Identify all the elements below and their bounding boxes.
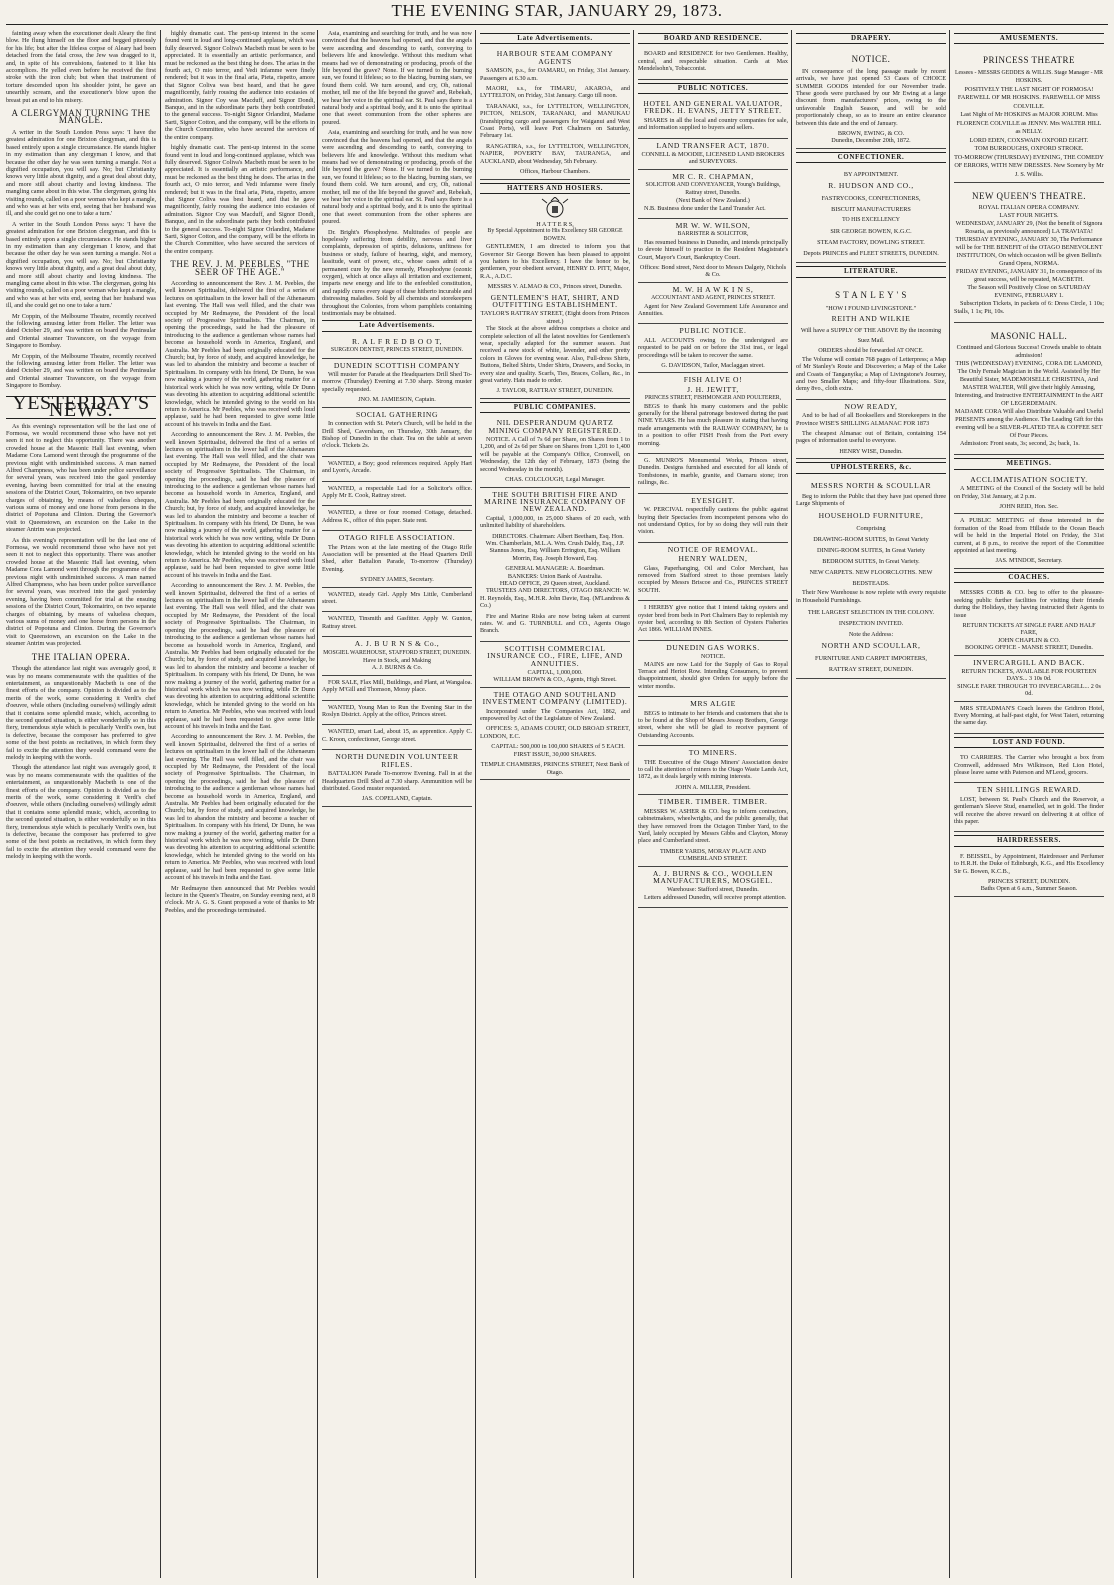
ad-body: LOST, between St. Paul's Church and the Reservoir, a gentleman's Sleeve Stud, enamelled, set in gold. The finder will receive the above reward on delivering it at office of this paper. (954, 795, 1104, 826)
ad-line: THIS (WEDNESDAY) EVENING, CORA DE LAMOND, (955, 360, 1103, 368)
ad-line: Offices: Bond street, Next door to Messrs Dalgety, Nichols & Co. (639, 263, 787, 279)
ad-line: Warehouse: Stafford street, Dunedin. (667, 886, 759, 894)
article-headline: A CLERGYMAN TURNING THE MANGLE. (11, 108, 151, 126)
ad-title: MASONIC HALL. (990, 331, 1068, 342)
ad-body: FOR SALE, Flax Mill, Buildings, and Plant, at Wangaloa. Apply M'Gill and Thomson, Moray place. (322, 678, 472, 694)
column-2 (165, 30, 315, 1578)
ad-body: WANTED, steady Girl. Apply Mrs Little, Cumberland street. (322, 590, 472, 605)
column-5 (638, 30, 788, 1578)
advertisement (480, 688, 630, 780)
ad-signature: Offices, Harbour Chambers. (520, 168, 590, 176)
ad-line: WEDNESDAY, JANUARY 29, (Not the benefit of Signora Rosaria, as previously announced) LA TRAVIATA! (955, 220, 1103, 236)
article-body: Mr Redmayne then announced that Mr Peebles would lecture in the Queen's Theatre, on Sunday evening next, at 8 o'clock. Mr A. G. S. Grant proposed a vote of thanks to Mr Peebles, and the proceedings terminated. (165, 884, 315, 914)
ad-body: Will muster for Parade at the Headquarters Drill Shed To-morrow (Thursday) Evening at 7.30 sharp. Strong muster specially requested. (322, 371, 472, 393)
ad-line: Note the Address: (848, 631, 894, 639)
ad-signature: JOHN A. MILLER, President. (675, 783, 751, 791)
advertisement (638, 170, 788, 219)
ad-body: BATTALION Parade To-morrow Evening. Fall in at the Headquarters Drill Shed at 7.30 sharp. Ammunition will be distributed. Good muster requested. (322, 770, 472, 792)
section-banner: PUBLIC NOTICES. (638, 83, 788, 94)
ad-line: BISCUIT MANUFACTURERS (831, 206, 911, 214)
advertisement (954, 656, 1104, 702)
ad-line: TOM BURROUGHS, OXFORD STROKE. (974, 145, 1084, 153)
section-banner: DRAPERY. (796, 33, 946, 44)
section-banner: COACHES. (954, 572, 1104, 583)
ad-subtitle: BARRISTER & SOLICITOR, (677, 231, 749, 238)
ad-body: WANTED, smart Lad, about 15, as apprentice. Apply C. C. Kroon, confectioner, George street. (322, 728, 472, 743)
ad-signature: TEMPLE CHAMBERS, PRINCES STREET, Next Bank of Otago. (480, 761, 630, 776)
ad-title: MRS ALGIE (690, 699, 736, 709)
section-banner: MEETINGS. (954, 458, 1104, 469)
ad-title: S T A N L E Y ' S (835, 289, 907, 300)
section-banner: UPHOLSTERERS, &c. (796, 462, 946, 473)
advertisement (638, 97, 788, 139)
ad-title: SCOTTISH COMMERCIAL INSURANCE CO., FIRE, LIFE, AND ANNUITIES. (487, 643, 623, 668)
ad-line: STEAM FACTORY, DOWLING STREET. (817, 239, 925, 247)
article-body: highly dramatic cast. The pent-up interest in the scene found vent in loud and long-continued applause, which was fully deserved. Signor Coliva's Macbeth must be seen to be appreciated. It is essentially an artistic performance, and must be reckoned as the best thing he does. The arias in the fourth act, O mio terror, and Vedi infamme were finely rendered; but it was in the final aria, Pieta, rispetto, amore that Signor Coliva was best heard, and that he gave magnificently, fairly rousing the audience into ecstasies of admiration. Signor Coy was Macduff, and Signor Dondi, Banquo, and in the subordinate parts they both contributed to the general success. To-night Signor Orlandini, Madame Sarti, Signor Cotton, and the company, will be the efforts in the Church Committee, who have secured the services of the entire company. (165, 144, 315, 255)
advertisement (322, 506, 472, 531)
ad-line: FURNITURE AND CARPET IMPORTERS, (815, 655, 927, 663)
article-body: According to announcement the Rev. J. M. Peebles, the well known Spiritualist, delivered the first of a series of lectures on spiritualism in the lower hall of the Athenaeum last evening. The Hall was well filled, and the chair was occupied by Mr Redmayne, the President of the local society of Progressive Spiritualists. The Chairman, in opening the proceedings, said he had the pleasure of introducing to the audience a gentleman whose names had become as household words in America, England, and Australia. Mr Peebles had been originally educated for the Church; but, by force of study, and acquired knowledge, he was led to abandon the ministry and become a teacher of Spiritualism. In company with his friend, Dr Dunn, he was now making a journey of the world, gathering matter for a historical work which he was now writing, while Dr Dunn was devoting his attention to acquiring additional scientific knowledge, which he intended giving to the world on his return to America. Mr Peebles, who was received with loud applause, said he had been requested to give some little account of his travels in India and the East. (165, 733, 315, 882)
advertisement (954, 702, 1104, 734)
column-6 (796, 30, 946, 1578)
section-banner: LITERATURE. (796, 266, 946, 277)
ad-body: G. MUNRO'S Monumental Works, Princes street, Dunedin. Designs furnished and executed for all kinds of Tombstones, in marble, granite, and Oamaru stone; iron railings, &c. (638, 457, 788, 487)
ad-line: RATTRAY STREET, DUNEDIN. (828, 666, 914, 674)
ad-line: Lessees - MESSRS GEDDES & WILLIS. Stage Manager - MR HOSKINS. (954, 69, 1104, 85)
article-body: A writer in the South London Press says: 'I have the greatest admiration for one Brixton clergyman, and this is based entirely upon a single circumstance. He stands higher in my estimation than any clergyman I know, and that because the other day he was seen turning a mangle. Not a dignified occupation, you will say. No; but Christianity knows very little about dignity, and a great deal about duty, and more still about charity and loving kindness. The mangling came about in this wise. The clergyman, going his visiting rounds, called on a poor woman who kept a mangle, and who was at her wits end, seeing that her husband was ill, and she could get no one to take a turn.' (6, 220, 156, 310)
ad-signature: HENRY WISE, Dunedin. (839, 447, 903, 455)
ad-signature: G. DAVIDSON, Tailor, Maclaggan street. (661, 362, 765, 369)
advertisement (638, 219, 788, 283)
ad-body: RANGATIRA, s.s., for LYTTELTON, WELLINGTON, NAPIER, POVERTY BAY, TAURANGA, and AUCKLAND, about Wednesday, 5th February. (480, 142, 630, 165)
advertisement (322, 359, 472, 408)
ad-title: NEW QUEEN'S THEATRE. (971, 191, 1087, 202)
ad-line: RETURN TICKETS, AVAILABLE FOR FOURTEEN DAYS... 3 10s 0d. (961, 667, 1097, 683)
column-7 (954, 30, 1104, 1578)
advertisement (638, 601, 788, 641)
ad-body: CAPITAL: 500,000 in 100,000 SHARES of 5 EACH. FIRST ISSUE, 30,000 SHARES. (491, 743, 625, 758)
ad-line: BOOKING OFFICE - MANSE STREET, Dunedin. (965, 644, 1093, 652)
ad-body: NOTICE. A Call of 7s 6d per Share, on Shares from 1 to 1,200, and of 2s 6d per Share on Shares from 1,201 to 1,400 will be payable at the Company's Office, Cromwell, on Wednesday, the 12th day of February, 1873 (being the second Wednesday in the month). (480, 436, 630, 473)
ad-line: TIMBER YARDS, MORAY PLACE AND CUMBERLAND STREET. (659, 847, 767, 863)
ad-body: A MEETING of the Council of the Society will be held on Friday, 31st January, at 2 p.m. (954, 485, 1104, 500)
advertisement (322, 612, 472, 637)
advertisement (322, 531, 472, 587)
ad-body: WANTED, a respectable Lad for a Solicitor's office. Apply Mr E. Cook, Rattray street. (322, 484, 472, 499)
ad-title: R. HUDSON AND CO., (828, 181, 914, 191)
ad-subtitle: SOLICITOR AND CONVEYANCER, Young's Buildings, Rattray street, Dunedin. (645, 182, 781, 196)
ad-line: Last Night of Mr HOSKINS as MAJOR JORUM. Miss FLORENCE COLVILLE as JENNY. Mrs WALTER HILL as NELLY. (956, 111, 1102, 136)
ad-subtitle: SURGEON DENTIST, PRINCES STREET, DUNEDIN. (330, 347, 464, 354)
ad-title: HOUSEHOLD FURNITURE, (818, 511, 924, 521)
ad-line: CAPITAL, 1,000,000. (527, 669, 583, 677)
article-headline: THE ITALIAN OPERA. (31, 651, 131, 662)
ad-body: The Volume will contain 768 pages of Letterpress; a Map of Mr Stanley's Route and Discoveries; a Map of the Lake and Coasts of Tanganyika; a Map of Livingstone's Journey, and two Smaller Maps; and fifty-four Illustrations. Size, demy 8vo., cloth extra. (796, 355, 946, 393)
section-banner: BOARD AND RESIDENCE. (638, 33, 788, 44)
advertisement (638, 795, 788, 866)
ad-body: MAORI, s.s., for TIMARU, AKAROA, and LYTTELTON, on Friday, 31st January. Cargo till noon. (480, 85, 630, 100)
advertisement (954, 783, 1104, 832)
advertisement (480, 291, 630, 399)
advertisement (638, 139, 788, 170)
advertisement (480, 642, 630, 688)
ad-title: NORTH DUNEDIN VOLUNTEER RIFLES. (335, 752, 459, 769)
ad-line: TO HIS EXCELLENCY (842, 217, 900, 224)
advertisement (954, 751, 1104, 783)
ad-body: Beg to inform the Public that they have just opened three Large Shipments of (796, 492, 946, 507)
ad-body: GENTLEMEN, I am directed to inform you that Governor Sir George Bowen has been pleased to appoint you hatters to his Excellency. I have the honor to be, gentlemen, your obedient servant, HENRY D. PITT, Major, R.A., A.D.C. (480, 243, 630, 280)
ad-body: Capital, 1,000,000, in 25,000 Shares of 20 each, with unlimited liability of shareholders. (480, 514, 630, 530)
ad-body: Incorporated under The Companies Act, 1862, and empowered by Act of the Legislature of New Zealand. (480, 707, 630, 723)
section-banner: Late Advertisements. (322, 320, 472, 331)
advertisement (322, 588, 472, 613)
ad-title: LAND TRANSFER ACT, 1870. (656, 140, 770, 150)
advertisement (322, 457, 472, 482)
ad-body: Subscription Tickets, in packets of 6: Dress Circle, 1 10s; Stalls, 1 1s; Pit, 10s. (954, 300, 1104, 316)
column-rule (475, 30, 476, 1578)
ad-line: Comprising (856, 525, 886, 533)
column-rule (317, 30, 318, 1578)
advertisement (638, 324, 788, 373)
section-banner: HATTERS AND HOSIERS. (480, 183, 630, 194)
article-body: Dr. Bright's Phosphodyne. Multitudes of people are hopelessly suffering from debility, nervous and liver complaints, depression of spirits, delusions, unfitness for business or study, failure of hearing, sight, and memory, lassitude, want of power, etc., whose cases admit of a permanent cure by the new remedy, Phosphodyne (ozonic oxygen), which at once allays all irritation and excitement, imparts new energy and life to the enfeebled constitution, and rapidly cures every stage of these hitherto incurable and distressing maladies. Sold by all chemists and storekeepers throughout the Colonies, from whom pamphlets containing testimonials may be obtained. (322, 228, 472, 318)
ad-signature: J. TAYLOR, RATTRAY STREET, DUNEDIN. (496, 387, 614, 395)
advertisement (638, 494, 788, 543)
ad-line: TO-MORROW (THURSDAY) EVENING, THE COMEDY OF ERRORS, WITH NEW DRESSES. New Scenery by Mr J. S. Willis. (954, 153, 1104, 178)
ad-body: MRS STEADMAN'S Coach leaves the Gridiron Hotel, Every Morning, at half-past eight, for West Taieri, returning the same day. (954, 704, 1104, 727)
ad-title: THE OTAGO AND SOUTHLAND INVESTMENT COMPANY (LIMITED). (482, 689, 628, 707)
ad-line: FAREWELL OF MR HOSKINS. FAREWELL OF MISS COLVILLE. (957, 94, 1101, 110)
section-banner: PUBLIC COMPANIES. (480, 402, 630, 413)
ad-signature: CHAS. COLCLOUGH, Legal Manager. (505, 476, 605, 484)
ad-line: RETURN TICKETS AT SINGLE FARE AND HALF FARE, (962, 621, 1096, 637)
advertisement (322, 750, 472, 806)
ad-title: R. A L F R E D B O O T, (351, 336, 443, 346)
ad-line: Dunedin, December 20th, 1872. (831, 137, 911, 145)
column-4 (480, 30, 630, 1578)
article-body: A writer in the South London Press says: 'I have the greatest admiration for one Brixton clergyman, and this is based entirely upon a single circumstance. He stands higher in my estimation than any clergyman I know, and that because the other day he was seen turning a mangle. Not a dignified occupation, you will say. No; but Christianity knows very little about dignity, and a great deal about duty, and more still about charity and loving kindness. The mangling came about in this wise. The clergyman, going his visiting rounds, called on a poor woman who kept a mangle, and who was at her wits end, seeing that her husband was ill, and she could get no one to take a turn.' (6, 128, 156, 218)
ad-body: DIRECTORS. Chairman: Albert Beetham, Esq. Hon. Wm. Chamberlain, M.L.A. Wm. Crush Daldy, Esq., J.P. Stannus Jones, Esq. William Errington, Esq. William Morrin, Esq. Joseph Howard, Esq. (485, 532, 625, 562)
ad-line: DINING-ROOM SUITES, In Great Variety (817, 547, 925, 555)
advertisement (480, 416, 630, 487)
ad-signature: BROWN, EWING, & CO. (837, 130, 905, 138)
masthead-rule (6, 24, 1108, 25)
ad-line: Will have a SUPPLY OF THE ABOVE By the incoming Suez Mail. (800, 326, 942, 344)
section-banner: LOST AND FOUND. (954, 737, 1104, 748)
ad-body: WANTED, a three or four roomed Cottage, detached. Address K., office of this paper. State rent. (322, 509, 472, 524)
ad-title: J. H. JEWITT, (687, 384, 739, 394)
ad-body: SAMSON, p.s., for OAMARU, on Friday, 31st January. Passengers at 6.30 a.m. (480, 67, 630, 82)
ad-body: MAINS are now Laid for the Supply of Gas to Royal Terrace and Heriot Row. Intending Consumers, to prevent disappointment, should give Orders for supply before the winter months. (638, 660, 788, 690)
ad-line: LAST FOUR NIGHTS. (999, 212, 1059, 220)
ad-body: Their New Warehouse is now replete with every requisite in Household Furnishings. (796, 589, 946, 604)
advertisement (796, 400, 946, 459)
advertisement (480, 488, 630, 642)
ad-line: (Next Bank of New Zealand.) (676, 197, 750, 205)
ad-body: WANTED, Tinsmith and Gasfitter. Apply W. Gunton, Rattray street. (322, 615, 472, 630)
ad-line: BANKERS: Union Bank of Australia. (507, 572, 603, 580)
ad-subtitle: ACCOUNTANT AND AGENT, PRINCES STREET. (651, 295, 775, 302)
advertisement (954, 323, 1104, 455)
advertisement (322, 701, 472, 726)
ad-title: A. J. B U R N S & Co., (354, 639, 440, 649)
ad-body: OFFICES: 5, ADAMS COURT, OLD BROAD STREET, LONDON, E.C. (480, 725, 630, 740)
column-rule (949, 30, 950, 1578)
ad-signature: JOHN CHAPLIN & CO. (997, 636, 1061, 644)
section-headline: YESTERDAY'S NEWS. (6, 396, 156, 419)
advertisement (322, 676, 472, 701)
ad-body: BEGS to thank his many customers and the public generally for the liberal patronage bestowed during the past NINE YEARS. He has much pleasure in stating that having made arrangements with the RAILWAY COMPANY, he is in a position to offer FISH Fresh from the Port every morning. (638, 402, 788, 447)
ad-line: ORDERS should be forwarded AT ONCE. (818, 346, 924, 354)
ad-title: MR W. W. WILSON, (675, 220, 751, 230)
ad-subtitle: PRINCES STREET, FISHMONGER AND POULTERER, (644, 395, 782, 402)
advertisement (954, 47, 1104, 183)
ad-title: NOTICE. (851, 54, 891, 65)
ad-title: HARBOUR STEAM COMPANY AGENTS (496, 49, 614, 66)
advertisement (638, 697, 788, 746)
advertisement (638, 543, 788, 601)
ad-line: Baths Open at 6 a.m., Summer Season. (980, 885, 1078, 893)
ad-title: INVERCARGILL AND BACK. (973, 657, 1085, 667)
ad-subtitle: NOTICE. (700, 653, 726, 661)
advertisement (638, 47, 788, 79)
ad-title: ACCLIMATISATION SOCIETY. (970, 474, 1088, 484)
advertisement (954, 514, 1104, 568)
ad-body: TARANAKI, s.s., for LYTTELTON, WELLINGTON, PICTON, NELSON, TARANAKI, and MANUKAU (transhipping cargo and passengers for Waiganui and West Coast Ports), will leave Port Chalmers on Saturday, February 1st. (480, 102, 630, 140)
ad-body: Admission: Front seats, 3s; second, 2s; back, 1s. (960, 440, 1080, 448)
ad-title: NORTH AND SCOULLAR, (821, 641, 921, 651)
section-banner: AMUSEMENTS. (954, 33, 1104, 44)
ad-title: DUNEDIN GAS WORKS. (666, 642, 760, 652)
ad-title: MR C. R. CHAPMAN, (672, 171, 754, 181)
ad-line: INSPECTION INVITED. (838, 620, 904, 628)
ad-body: Fire and Marine Risks are now being taken at current rates. W. and G. TURNBULL and CO., Agents Otago Branch. (480, 612, 630, 635)
ad-line: "HOW I FOUND LIVINGSTONE." (825, 304, 917, 312)
column-rule (633, 30, 634, 1578)
advertisement (322, 637, 472, 676)
ad-title: MESSRS NORTH & SCOULLAR (810, 480, 932, 490)
ad-title: NOTICE OF REMOVAL. (667, 544, 759, 554)
ad-line: FRIDAY EVENING, JANUARY 31, In consequence of its great success, will be repeated, MACBETH. (956, 268, 1102, 284)
ad-line: LORD EDEN, COXSWAIN OXFORD EIGHT. (969, 136, 1089, 144)
article-body: fainting away when the executioner dealt Aleary the first blow. He flung himself on the floor and begged piteously for his life; but after the lifeless corpse of Aleary had been detached from the fatal cross, the Jew was dragged to it, and, in spite of his convulsions, fastened to it like his accomplices. He yelled even before he received the first stroke with the iron club; but when that instrument of torture descended upon his shoulder joint, he gave an unearthly scream, and the executioner's blow upon the breast put an end to his misery. (6, 30, 156, 104)
ad-title: H A T T E R S, (536, 220, 574, 228)
ad-body: The Prizes won at the late meeting of the Otago Rifle Association will be presented at the Head Quarters Drill Shed, after Battalion Parade, To-morrow (Thursday) Evening. (322, 543, 472, 573)
article-body: Though the attendance last night was averagely good, it was by no means commensurate with the qualities of the entertainment, as unquestionably Macbeth is one of the finest efforts of the company. Opinion is divided as to the merits of the work, some considering it Verdi's chef d'oeuvre, while others (including ourselves) willingly admit that it contains some splendid music, which, according to the second quoted situation, is either wonderfully so in this fiery, tremendous style which is peculiarly Verdi's own, but is defective, because the composer has preferred to give some of the best points as recitatives, in which form they fail to excite the attention they would command were the melody in keeping with the words. (6, 665, 156, 761)
ad-line: THURSDAY EVENING, JANUARY 30, The Performance will be for THE BENEFIT of the OTAGO BENEVOLENT INSTITUTION, On which occasion will be given Bellini's Grand Opera, NORMA. (955, 236, 1103, 268)
ad-signature: JNO. M. JAMIESON, Captain. (358, 396, 436, 404)
ad-title: TEN SHILLINGS REWARD. (976, 785, 1082, 795)
ad-subtitle: TAYLOR'S RATTRAY STREET, (Eight doors from Princes street.) (480, 310, 630, 325)
article-body: According to announcement the Rev. J. M. Peebles, the well known Spiritualist, delivered the first of a series of lectures on spiritualism in the lower hall of the Athenaeum last evening. The Hall was well filled, and the chair was occupied by Mr Redmayne, the President of the local society of Progressive Spiritualists. The Chairman, in opening the proceedings, said he had the pleasure of introducing to the audience a gentleman whose names had become as household words in America, England, and Australia. Mr Peebles had been originally educated for the Church; but, by force of study, and acquired knowledge, he was led to abandon the ministry and become a teacher of Spiritualism. In company with his friend, Dr Dunn, he was now making a journey of the world, gathering matter for a historical work which he was now writing, while Dr Dunn was devoting his attention to acquiring additional scientific knowledge, which he intended giving to the world on his return to America. Mr Peebles, who was received with loud applause, said he had been requested to give some little account of his travels in India and the East. (165, 431, 315, 579)
masthead-title: THE EVENING STAR, JANUARY 29, 1873. (391, 1, 723, 20)
section-banner: CONFECTIONER. (796, 152, 946, 163)
advertisement (638, 641, 788, 697)
ad-line: CONNELL & MOODIE, LICENSED LAND BROKERS and SURVEYORS. (641, 151, 785, 166)
ad-body: SHARES in all the local and country companies for sale, and information supplied to buyers and sellers. (638, 116, 788, 132)
ad-signature: SYDNEY JAMES, Secretary. (360, 576, 434, 584)
ad-title: HOTEL AND GENERAL VALUATOR, FREDK. H. EVANS, JETTY STREET. (643, 99, 783, 116)
ad-signature: JAS. M'INDOE, Secretary. (995, 557, 1063, 565)
ad-title: OTAGO RIFLE ASSOCIATION. (338, 533, 456, 543)
article-headline: THE REV. J. M. PEEBLES, "THE SEER OF THE AGE." (170, 259, 310, 277)
advertisement (796, 47, 946, 148)
advertisement (796, 477, 946, 680)
ad-body: Has resumed business in Dunedin, and intends principally to devote himself to practice in the Resident Magistrate's Court, Mayor's Court, Bankruptcy Court. (638, 238, 788, 261)
ad-line: SIR GEORGE BOWEN, K.G.C. (830, 228, 912, 236)
ad-title: THE SOUTH BRITISH FIRE AND MARINE INSURANCE COMPANY OF NEW ZEALAND. (483, 489, 626, 514)
ad-line: The Only Female Magician in the World. Assisted by Her Beautiful Sister, MADEMOISELLE CHRISTINA, And MASTER WALTER, Will give their highly Amusing, Interesting, and Instructive ENTERTAINMENT In the ART OF LEGERDEMAIN. (954, 368, 1104, 408)
ad-line: GENERAL MANAGER: A. Boardman. (505, 565, 605, 573)
ad-line: BEDROOM SUITES, In Great Variety. (822, 558, 920, 566)
ad-line: DRAWING-ROOM SUITES, In Great Variety (813, 536, 929, 544)
ad-body: ALL ACCOUNTS owing to the undersigned are requested to be paid on or before the 31st inst., or legal proceedings will be taken to recover the same. (638, 336, 788, 359)
article-body: Though the attendance last night was averagely good, it was by no means commensurate with the qualities of the entertainment, as unquestionably Macbeth is one of the finest efforts of the company. Opinion is divided as to the merits of the work, some considering it Verdi's chef d'oeuvre, while others (including ourselves) willingly admit that it contains some splendid music, which, according to the second quoted situation, is either wonderfully so in this fiery, tremendous style which is peculiarly Verdi's own, but is defective, because the composer has preferred to give some of the best points as recitatives, in which form they fail to excite the attention they would command were the melody in keeping with the words. (6, 764, 156, 861)
ad-signature: A. J. BURNS & Co. (371, 664, 423, 672)
column-rule (791, 30, 792, 1578)
ad-title: REITH AND WILKIE (831, 313, 911, 323)
ad-line: PRINCES STREET, DUNEDIN. (987, 878, 1071, 886)
ad-line: MADAME CORA Will also Distribute Valuable and Useful PRESENTS among the Audience. The Leading Gift for this evening will be a SILVER-PLATED TEA & COFFEE SET Of Four Pieces. (954, 408, 1104, 440)
article-body: highly dramatic cast. The pent-up interest in the scene found vent in loud and long-continued applause, which was fully deserved. Signor Coliva's Macbeth must be seen to be appreciated. It is essentially an artistic performance, and must be reckoned as the best thing he does. The arias in the fourth act, O mio terror, and Vedi infamme were finely rendered; but it was in the final aria, Pieta, rispetto, amore that Signor Coliva was best heard, and that he gave magnificently, fairly rousing the audience into ecstasies of admiration. Signor Coy was Macduff, and Signor Dondi, Banquo, and in the subordinate parts they both contributed to the general success. To-night Signor Orlandini, Madame Sarti, Signor Cotton, and the company, will be the efforts in the Church Committee, who have secured the services of the entire company. (165, 30, 315, 141)
ad-body: MESSRS COBB & CO. beg to offer to the pleasure-seeking public further facilities for visiting their friends during the Holidays, they having instructed their Agents to issue (954, 589, 1104, 619)
ad-title: NIL DESPERANDUM QUARTZ MINING COMPANY REGISTERED. (488, 418, 622, 435)
ad-body: THE Executive of the Otago Miners' Association desire to call the attention of miners to the Otago Waste Lands Act, 1872, as it deals largely with mining interests. (638, 758, 788, 781)
ad-title: PRINCESS THEATRE (982, 55, 1076, 66)
ad-body: I HEREBY give notice that I intend taking oysters and oyster bred from beds in Port Chalmers Bay to replenish my oyster bed, according to 8th Section of Oysters Fisheries Act 1866. WILLIAM INNES. (638, 604, 788, 634)
ad-title: DUNEDIN SCOTTISH COMPANY (333, 360, 461, 370)
advertisement (638, 283, 788, 325)
ad-line: FASTRYCOOKS, CONFECTIONERS, (821, 195, 921, 203)
section-banner: Late Advertisements. (480, 33, 630, 44)
ad-title: NOW READY, (844, 401, 898, 411)
advertisement (796, 281, 946, 400)
ad-line: Depots PRINCES and FLEET STREETS, DUNEDIN. (803, 250, 939, 258)
advertisement (480, 47, 630, 179)
column-3 (322, 30, 472, 1578)
ad-line: THE LARGEST SELECTION IN THE COLONY. (807, 609, 935, 617)
ad-body: MESSRS W. ASHER & CO. beg to inform contractors, cabinetmakers, wheelwrights, and the public generally, that they have removed from the Octagon Timber Yard, to the Yard, lately occupied by Messrs Gibbs and Clayton, Moray place and Cumberland street. (638, 807, 788, 845)
ad-line: BY APPOINTMENT. (843, 171, 899, 179)
ad-line: SINGLE FARE THROUGH TO INVERCARGILL... 2 0s 0d. (957, 682, 1101, 698)
column-1 (6, 30, 156, 1578)
ad-body: WANTED, a Boy; good references required. Apply Hart and Lyon's, Arcade. (322, 459, 472, 475)
ad-body: N.B. Business done under the Land Transfer Act. (644, 204, 766, 212)
ad-signature: MESSRS V. ALMAO & CO., Princes street, Dunedin. (487, 283, 623, 291)
ad-body: Glass, Paperhanging, Oil and Color Merchant, has removed from Stafford street to those premises lately occupied by Messrs Briscoe and Co., PRINCES STREET SOUTH. (638, 564, 788, 594)
ad-subtitle: By Special Appointment to His Excellency SIR GEORGE BOWEN. (487, 228, 623, 242)
ad-title: SOCIAL GATHERING (355, 409, 439, 419)
article-body: Mr Coppin, of the Melbourne Theatre, recently received the following amusing letter from Heller. The letter was dated October 29, and was written on board the Peninsular and Oriental steamer Travancore, on the voyage from Singapore to Bombay. (6, 312, 156, 350)
ad-body: Letters addressed Dunedin, will receive prompt attention. (644, 893, 787, 901)
article-body: Mr Coppin, of the Melbourne Theatre, recently received the following amusing letter from Heller. The letter was dated October 29, and was written on board the Peninsular and Oriental steamer Travancore, on the voyage from Singapore to Bombay. (6, 352, 156, 390)
ad-body: IN consequence of the long passage made by recent arrivals, we have just opened 53 Cases of CHOICE SUMMER GOODS intended for our November trade. These goods were purchased by our Mr Ewing at a large discount from manufacturers' prices, owing to the unfavorable English Season, and will be sold proportionately cheap, so as to insure an entire clearance between this date and the end of January. (796, 67, 946, 127)
ad-title: M. W. H A W K I N S, (672, 284, 754, 294)
ad-body: And to be had of all Booksellers and Storekeepers in the Province WISE'S SHILLING ALMANAC FOR 1873 (796, 412, 946, 427)
article-body: According to announcement the Rev. J. M. Peebles, the well known Spiritualist, delivered the first of a series of lectures on spiritualism in the lower hall of the Athenaeum last evening. The Hall was well filled, and the chair was occupied by Mr Redmayne, the President of the local society of Progressive Spiritualists. The Chairman, in opening the proceedings, said he had the pleasure of introducing to the audience a gentleman whose names had become as household words in America, England, and Australia. Mr Peebles had been originally educated for the Church; but, by force of study, and acquired knowledge, he was led to abandon the ministry and become a teacher of Spiritualism. In company with his friend, Dr Dunn, he was now making a journey of the world, gathering matter for a historical work which he was now writing, while Dr Dunn was devoting his attention to acquiring additional scientific knowledge, which he intended giving to the world on his return to America. Mr Peebles, who was received with loud applause, said he had been requested to give some little account of his travels in India and the East. (165, 582, 315, 730)
ad-body: The cheapest Almanac out of Britain, containing 154 pages of information useful to everyone. (796, 429, 946, 445)
ad-subtitle: MOSGIEL WAREHOUSE, STAFFORD STREET, DUNEDIN. (323, 649, 471, 656)
advertisement (638, 746, 788, 795)
ad-line: The Season will Positively Close on SATURDAY EVENING, FEBRUARY 1. (967, 284, 1091, 300)
article-body: As this evening's representation will be the last one of Formosa, we would recommend those who have not yet seen it not to neglect this opportunity. There was another crowded house at the Masonic Hall last evening, when Madame Cora Lamond went through the programme of the previous night with undiminished success. A man named Alfred Champness, who has been under police surveillance for several years, was received into the gaol yesterday evening, having been committed for trial at the ensuing sessions of the District Court, Tokomairiro, on two separate charges of obtaining, by means of valueless cheques, various sums of money and one horse from persons in the district of Popotuna and Clinton. During the Governor's visit to Queenstown, an excursion on the Lake in the steamer Antrim was projected. (6, 422, 156, 534)
ad-signature: JOHN REID, Hon. Sec. (999, 503, 1059, 511)
advertisement (638, 373, 788, 454)
column-rule (160, 30, 161, 1578)
ad-line: NEW CARPETS. NEW FLOORCLOTHS. NEW BEDSTEADS. (809, 569, 933, 588)
ad-line: POSITIVELY THE LAST NIGHT OF FORMOSA! (964, 85, 1094, 93)
advertisement (954, 473, 1104, 515)
ad-title: A. J. BURNS & CO., WOOLLEN MANUFACTURERS, MOSGIEL. (652, 868, 774, 885)
ad-body: BEGS to intimate to her friends and customers that she is to be found at the Shop of Messrs Jessop Brothers, George street, where she will be glad to receive payment of Outstanding Accounts. (638, 709, 788, 739)
ad-signature: WILLIAM BROWN & CO., Agents, High Street. (493, 676, 617, 684)
article-body: Asia, examining and searching for truth, and he was now convinced that the heavens had opened, and that the angels were ascending and descending to earth, conveying to believers life and knowledge. Without this medium what means had we of demonstrating or producing, proofs of the life beyond the grave? None. If we turned to the burning sun, we found it lifeless; so to the blazing, burning stars, we found them cold. We turn around, and cry, Oh, rational mother, tell me of the life beyond the grave? and, Rebekah, we hear her voice in the spiritual ear. St. Paul says there is a natural body and a spiritual body, and it is unto the spiritual one that sweet communion from the other spheres are poured. (322, 129, 472, 226)
advertisement (954, 850, 1104, 897)
ad-title: TIMBER. TIMBER. TIMBER. (658, 797, 768, 807)
advertisement (954, 183, 1104, 323)
advertisement (322, 335, 472, 359)
ad-body: Agent for New Zealand Government Life Assurance and Annuities. (638, 302, 788, 317)
ad-title: HENRY WALDEN, (678, 554, 748, 564)
advertisement (638, 867, 788, 909)
ad-body: BOARD and RESIDENCE for two Gentlemen. Healthy, central, and respectable situation. Cards at Max Mendelsohn's, Tobacconist. (638, 50, 788, 73)
advertisement (322, 725, 472, 750)
ad-line: HEAD OFFICE, 29 Queen street, Auckland. (499, 579, 611, 587)
ad-body: F. BEISSEL, by Appointment, Hairdresser and Perfumer to H.R.H. the Duke of Edinburgh, K.G., and His Excellency Sir G. Bowen, K.C.B., (954, 852, 1104, 875)
ad-line: Have in Stock, and Making (363, 657, 431, 665)
article-body: According to announcement the Rev. J. M. Peebles, the well known Spiritualist, delivered the first of a series of lectures on spiritualism in the lower hall of the Athenaeum last evening. The Hall was well filled, and the chair was occupied by Mr Redmayne, the President of the local society of Progressive Spiritualists. The Chairman, in opening the proceedings, said he had the pleasure of introducing to the audience a gentleman whose names had become as household words in America, England, and Australia. Mr Peebles had been originally educated for the Church; but, by force of study, and acquired knowledge, he was led to abandon the ministry and become a teacher of Spiritualism. In company with his friend, Dr Dunn, he was now making a journey of the world, gathering matter for a historical work which he was now writing, while Dr Dunn was devoting his attention to acquiring additional scientific knowledge, which he intended giving to the world on his return to America. Mr Peebles, who was received with loud applause, said he had been requested to give some little account of his travels in India and the East. (165, 280, 315, 428)
article-body: Asia, examining and searching for truth, and he was now convinced that the heavens had opened, and that the angels were ascending and descending to earth, conveying to believers life and knowledge. Without this medium what means had we of demonstrating or producing, proofs of the life beyond the grave? None. If we turned to the burning sun, we found it lifeless; so to the blazing, burning stars, we found them cold. We turn around, and cry, Oh, rational mother, tell me of the life beyond the grave? and, Rebekah, we hear her voice in the spiritual ear. St. Paul says there is a natural body and a spiritual body, and it is unto the spiritual one that sweet communion from the other spheres are poured. (322, 30, 472, 126)
ad-signature: JAS. COPELAND, Captain. (361, 795, 433, 803)
section-banner: HAIRDRESSERS. (954, 835, 1104, 846)
royal-crest-icon (480, 197, 630, 219)
ad-body: A PUBLIC MEETING of those interested in the formation of the Road from Hillside to the Ocean Beach will be held in the Imperial Hotel on Friday, the 31st current, at 8 p.m., to receive the report of the Committee appointed at last meeting. (954, 517, 1104, 555)
advertisement (796, 166, 946, 263)
advertisement (322, 408, 472, 457)
ad-body: TRUSTEES AND DIRECTORS, OTAGO BRANCH: W. H. Reynolds, Esq., M.H.R. John Davie, Esq. (M'Landress & Co.) (480, 587, 630, 610)
advertisement (322, 482, 472, 507)
advertisement (638, 454, 788, 494)
ad-title: GENTLEMEN'S HAT, SHIRT, AND OUTFITTING ESTABLISHMENT. (490, 292, 620, 309)
ad-title: PUBLIC NOTICE. (679, 326, 747, 336)
article-body: As this evening's representation will be the last one of Formosa, we would recommend those who have not yet seen it not to neglect this opportunity. There was another crowded house at the Masonic Hall last evening, when Madame Cora Lamond went through the programme of the previous night with undiminished success. A man named Alfred Champness, who has been under police surveillance for several years, was received into the gaol yesterday evening, having been committed for trial at the ensuing sessions of the District Court, Tokomairiro, on two separate charges of obtaining, by means of valueless cheques, various sums of money and one horse from persons in the district of Popotuna and Clinton. During the Governor's visit to Queenstown, an excursion on the Lake in the steamer Antrim was projected. (6, 536, 156, 648)
ad-line: Continued and Glorious Success! Crowds unable to obtain admission! (956, 344, 1102, 360)
ad-body: In connection with St. Peter's Church, will be held in the Drill Shed, Caversham, on Thursday, 30th January, the Bishop of Dunedin in the chair. Tea on the table at seven o'clock. Tickets 2s. (322, 420, 472, 450)
ad-title: EYESIGHT. (691, 495, 735, 505)
ad-title: FISH ALIVE O! (683, 375, 743, 385)
ad-body: The Stock at the above address comprises a choice and complete selection of all the latest novelties for Gentlemen's wear, specially adapted for the summer season. Just received a new stock of white, lavender, and other pretty colors in Gloves for evening wear. Also, Full-dress Shirts, Buttons, Belted Shirts, Under Shirts, Drawers, and Socks, in every size and quality. Scarfs, Ties, Braces, Collars, &c., in great variety. Hats made to order. (480, 325, 630, 385)
ad-title: TO MINERS. (688, 748, 738, 758)
ad-body: W. PERCIVAL respectfully cautions the public against buying their Spectacles from incompetent persons who do not understand Optics, for by so doing they will ruin their vision. (638, 506, 788, 536)
ad-body: TO CARRIERS. The Carrier who brought a box from Cromwell, addressed Mrs Wilkinson, Red Lion Hotel, please leave same with Paterson and M'Leod, grocers. (954, 754, 1104, 776)
ad-line: ROYAL ITALIAN OPERA COMPANY. (978, 204, 1080, 212)
advertisement (954, 586, 1104, 655)
ad-body: WANTED, Young Man to Run the Evening Star in the Roslyn District. Apply at the office, Princes street. (322, 703, 472, 719)
